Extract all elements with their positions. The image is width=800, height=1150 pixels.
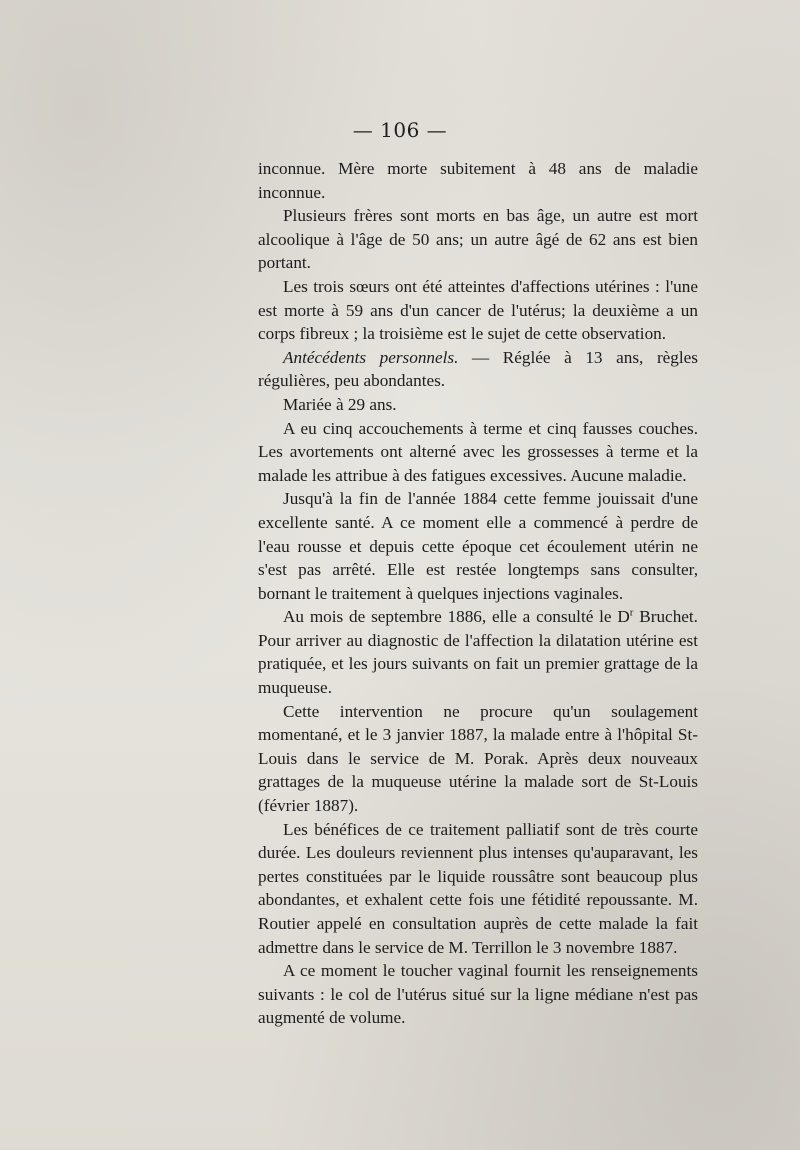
superscript: r bbox=[629, 606, 634, 619]
paragraph bbox=[258, 346, 698, 393]
paragraph bbox=[258, 275, 698, 346]
paragraph bbox=[258, 487, 698, 605]
paragraph-text: Jusqu'à la fin de l'année 1884 cette femme jouissait d'une excellente santé. A ce moment elle a commencé à perdre de l'eau rousse et depuis cette époque cet écoulement utérin ne s'est pas arrêté. Elle est restée longtemps sans consulter, bornant le traitement à quelques injections vaginales. bbox=[258, 489, 698, 603]
paragraph-text: Les trois sœurs ont été atteintes d'affections utérines : l'une est morte à 59 ans d'un cancer de l'utérus; la deuxième a un corps fibreux ; la troisième est le sujet de cette observation. bbox=[258, 276, 698, 344]
paragraph bbox=[258, 700, 698, 818]
paragraph-text: Bruchet. Pour arriver au diagnostic de l'affection la dilatation utérine est pratiquée, et les jours suivants on fait un premier grattage de la muqueuse. bbox=[258, 607, 698, 698]
paragraph bbox=[258, 393, 698, 417]
paragraph-text: inconnue. Mère morte subitement à 48 ans de maladie inconnue. bbox=[258, 159, 698, 202]
paragraph bbox=[258, 204, 698, 275]
paragraph bbox=[258, 959, 698, 1030]
paragraph bbox=[258, 157, 698, 204]
paragraph-text: Plusieurs frères sont morts en bas âge, un autre est mort alcoolique à l'âge de 50 ans; un autre âgé de 62 ans est bien portant. bbox=[258, 206, 698, 273]
paragraph-text: A ce moment le toucher vaginal fournit les renseignements suivants : le col de l'utérus situé sur la ligne médiane n'est pas augmenté de volume. bbox=[258, 961, 698, 1028]
paragraph-text: Cette intervention ne procure qu'un soulagement momentané, et le 3 janvier 1887, la malade entre à l'hôpital St-Louis dans le service de M. Porak. Après deux nouveaux grattages de la muqueuse utérine la malade sort de St-Louis (février 1887). bbox=[258, 701, 698, 816]
paragraph-text: — Réglée à 13 ans, règles régulières, peu abondantes. bbox=[258, 347, 698, 391]
paragraph-text: A eu cinq accouchements à terme et cinq fausses couches. Les avortements ont alterné avec les grossesses à terme et la malade les attribue à des fatigues excessives. Aucune maladie. bbox=[258, 418, 698, 485]
paragraph bbox=[258, 818, 698, 960]
body-text bbox=[258, 157, 698, 1030]
paragraph-text: Les bénéfices de ce traitement palliatif sont de très courte durée. Les douleurs reviennent plus intenses qu'auparavant, les pertes constituées par le liquide roussâtre sont beaucoup plus abondantes, et exhalent cette fois une fétidité repoussante. M. Routier appelé en consultation auprès de cette malade la fait admettre dans le service de M. Terrillon le 3 novembre 1887. bbox=[258, 819, 698, 957]
paragraph bbox=[258, 605, 698, 699]
paragraph-text: Mariée à 29 ans. bbox=[283, 394, 397, 414]
page-number: — 106 — bbox=[352, 118, 448, 142]
paragraph bbox=[258, 417, 698, 488]
paragraph-text: Au mois de septembre 1886, elle a consulté le D bbox=[283, 607, 630, 627]
section-heading: Antécédents personnels. bbox=[283, 347, 459, 367]
